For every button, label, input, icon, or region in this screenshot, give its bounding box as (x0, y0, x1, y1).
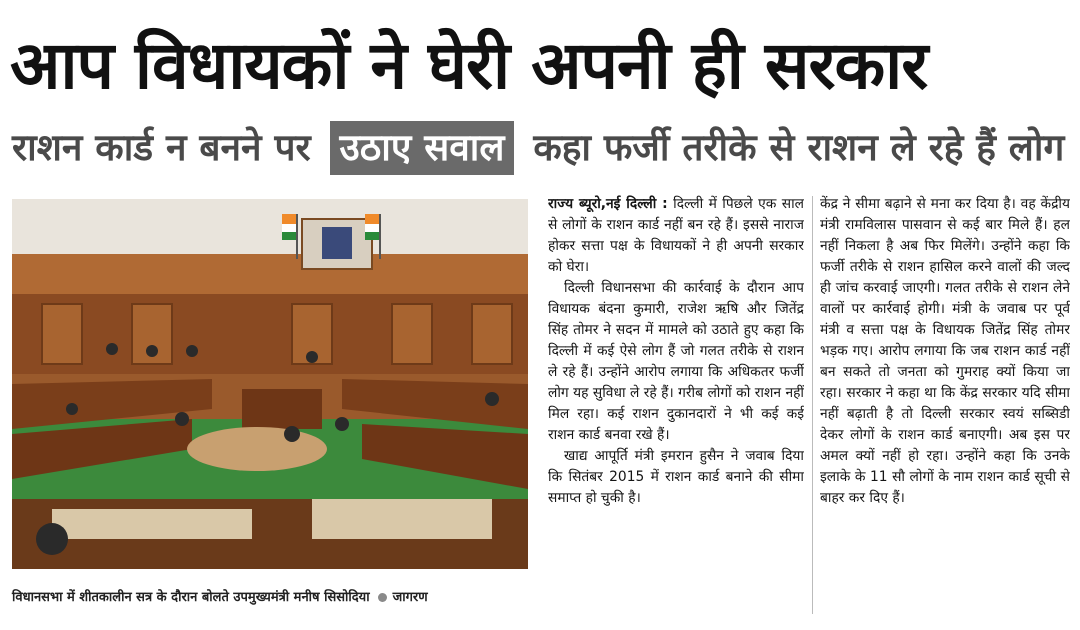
caption-text: विधानसभा में शीतकालीन सत्र के दौरान बोलते उपमुख्यमंत्री मनीष सिसोदिया (12, 590, 370, 605)
subhead-after: कहा फर्जी तरीके से राशन ले रहे हैं लोग (533, 126, 1065, 169)
article-paragraph-4: केंद्र ने सीमा बढ़ाने से मना कर दिया है। वह केंद्रीय मंत्री रामविलास पासवान से कई बार मिले हैं। हल नहीं निकला है अब फिर मिलेंगे। उन्होंने कहा कि फर्जी तरीके से राशन हासिल करने वालों की जल्द ही जांच करवाई जाएगी। गलत तरीके से राशन लेने वालों पर कार्रवाई होगी। मंत्री के जवाब पर पूर्व मंत्री व सत्ता पक्ष के विधायक जितेंद्र सिंह तोमर भड़क गए। आरोप लगाया कि जब राशन कार्ड नहीं बन सकते तो जनता को गुमराह क्यों किया जा रहा। सरकार ने कहा था कि केंद्र सरकार यदि सीमा नहीं बढ़ाती है तो दिल्ली सरकार स्वयं सब्सिडी देकर लोगों के राशन कार्ड बनाएगी। अब इस पर अमल क्यों नहीं हो रहा। उन्होंने कहा कि उनके इलाके के 11 सौ लोगों के नाम राशन कार्ड सूची से बाहर कर दिए हैं। (820, 196, 1070, 506)
column-divider (812, 196, 813, 614)
photo-caption (12, 585, 532, 611)
article-column-1 (548, 194, 804, 614)
byline: राज्य ब्यूरो,नई दिल्ली : (548, 196, 668, 212)
headline: आप विधायकों ने घेरी अपनी ही सरकार (10, 27, 928, 104)
article-paragraph-2: दिल्ली विधानसभा की कार्रवाई के दौरान आप विधायक बंदना कुमारी, राजेश ऋषि और जितेंद्र सिंह तोमर ने सदन में मामले को उठाते हुए कहा कि दिल्ली में कई ऐसे लोग हैं जो गलत तरीके से राशन ले रहे हैं। उन्होंने आरोप लगाया कि अधिकतर फर्जी लोग यह सुविधा ले रहे हैं। गरीब लोगों को राशन नहीं मिल रहा। कई राशन दुकानदारों ने भी कई कई राशन कार्ड बनवा रखे हैं। (548, 280, 804, 443)
assembly-photo (12, 199, 528, 569)
article-paragraph-1: दिल्ली में पिछले एक साल से लोगों के राशन कार्ड नहीं बन रहे हैं। इससे नाराज होकर सत्ता पक्ष के विधायकों ने ही अपनी सरकार को घेरा। (548, 196, 804, 275)
article-column-2 (820, 194, 1070, 614)
photo-credit: जागरण (392, 590, 428, 605)
assembly-hall-illustration (12, 199, 528, 569)
article-paragraph-3: खाद्य आपूर्ति मंत्री इमरान हुसैन ने जवाब दिया कि सितंबर 2015 में राशन कार्ड बनाने की सीमा समाप्त हो चुकी है। (548, 448, 804, 506)
subhead-before: राशन कार्ड न बनने पर (12, 126, 311, 169)
subhead-highlight: उठाए सवाल (330, 121, 515, 175)
bullet-icon (378, 593, 387, 602)
subheadline (12, 121, 1072, 175)
